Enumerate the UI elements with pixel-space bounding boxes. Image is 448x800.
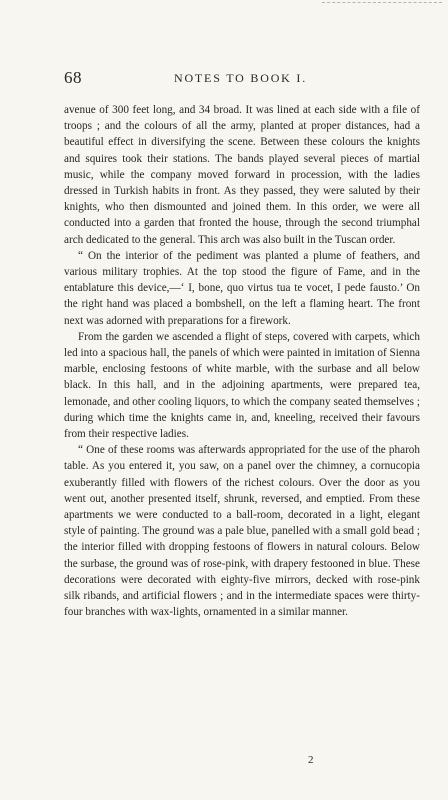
- paragraph-1: avenue of 300 feet long, and 34 broad. It was lined at each side with a file of troops ; and the colours of all the army, planted at proper distances, had a beautiful effect in diversifying the scene. Between these colours the knights and squires took their stations. The bands played several pieces of martial music, while the company moved forward in procession, with the ladies dressed in Turkish habits in front. As they passed, they were saluted by their knights, who then dismounted and joined them. In this order, we were all conducted into a garden that fronted the house, through the second triumphal arch dedicated to the general. This arch was also built in the Tuscan order.: [64, 104, 420, 246]
- paragraph-4: “ One of these rooms was afterwards appropriated for the use of the pharoh table. As you entered it, you saw, on a panel over the chimney, a cornucopia exuberantly filled with flowers of the richest colours. Over the door as you went out, another presented itself, shrunk, reversed, and emptied. From these apartments we were conducted to a ball-room, decorated in a light, elegant style of painting. The ground was a pale blue, panelled with a small gold bead ; the interior filled with dropping festoons of flowers in natural colours. Below the surbase, the ground was of rose-pink, with drapery festooned in blue. These decorations were decorated with eighty-five mirrors, decked with rose-pink silk ribands, and artificial flowers ; and in the intermediate spaces were thirty-four branches with wax-lights, ornamented in a similar manner.: [64, 444, 420, 619]
- paragraph-2: “ On the interior of the pediment was planted a plume of feathers, and various military trophies. At the top stood the figure of Fame, and in the entablature this device,—‘ I, bone, quo virtus tua te vocet, I pede fausto.’ On the right hand was placed a bombshell, on the left a flaming heart. The front next was adorned with preparations for a firework.: [64, 249, 420, 327]
- paragraph-3: From the garden we ascended a flight of steps, covered with carpets, which led into a spacious hall, the panels of which were painted in imitation of Sienna marble, enclosing festoons of white marble, with the surbase and all below black. In this hall, and in the adjoining apartments, were prepared tea, lemonade, and other cooling liquors, to which the company seated themselves ; during which time the knights came in, and, kneeling, received their favours from their respective ladies.: [64, 330, 420, 441]
- scan-edge-mark: [322, 2, 442, 9]
- page-number: 68: [64, 68, 82, 87]
- signature-mark: 2: [308, 754, 314, 766]
- running-head: NOTES TO BOOK I.: [174, 71, 308, 85]
- page-header: [64, 68, 420, 88]
- page-body: [64, 102, 420, 621]
